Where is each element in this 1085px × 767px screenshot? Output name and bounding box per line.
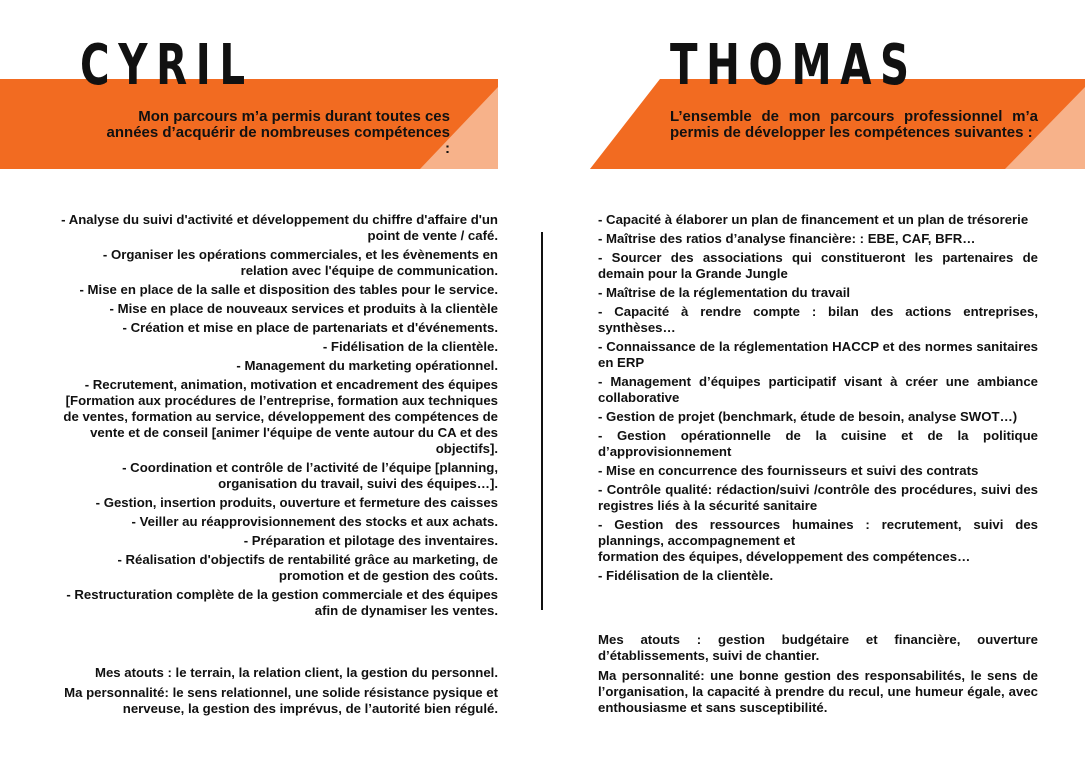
list-item: - Réalisation d'objectifs de rentabilité grâce au marketing, de promotion et de gestion des coûts. bbox=[117, 552, 498, 583]
list-item: - Création et mise en place de partenariats et d'événements. bbox=[122, 320, 498, 335]
list-item: - Organiser les opérations commerciales, et les évènements en relation avec l'équipe de communication. bbox=[102, 247, 498, 278]
list-item: - Sourcer des associations qui constitueront les partenaires de demain pour la Grande Jungle bbox=[598, 250, 1038, 281]
right-notes bbox=[598, 632, 1038, 720]
list-item: - Maîtrise de la réglementation du travail bbox=[598, 285, 851, 300]
list-item: - Capacité à élaborer un plan de financement et un plan de trésorerie bbox=[598, 212, 1029, 227]
list-item: - Coordination et contrôle de l’activité de l’équipe [planning, organisation du travail, suivi des équipes…]. bbox=[122, 460, 498, 491]
right-personnalite: Ma personnalité: une bonne gestion des responsabilités, le sens de l’organisation, la capacité à prendre du recul, une humeur égale, avec enthousiasme et sans susceptibilité. bbox=[598, 668, 1038, 715]
list-item: - Préparation et pilotage des inventaires. bbox=[243, 533, 498, 548]
left-atouts: Mes atouts : le terrain, la relation client, la gestion du personnel. bbox=[94, 665, 498, 680]
right-atouts: Mes atouts : gestion budgétaire et financière, ouverture d’établissements, suivi de chantier. bbox=[598, 632, 1038, 663]
list-item: - Restructuration complète de la gestion commerciale et des équipes afin de dynamiser les ventes. bbox=[66, 587, 498, 618]
list-item: - Analyse du suivi d'activité et développement du chiffre d'affaire d'un point de vente / café. bbox=[61, 212, 498, 243]
list-item: - Fidélisation de la clientèle. bbox=[598, 568, 774, 583]
list-item: - Capacité à rendre compte : bilan des actions entreprises, synthèses… bbox=[598, 304, 1038, 335]
list-item: - Gestion de projet (benchmark, étude de besoin, analyse SWOT…) bbox=[598, 409, 1018, 424]
list-item: - Contrôle qualité: rédaction/suivi /contrôle des procédures, suivi des registres liés à la sécurité sanitaire bbox=[598, 482, 1038, 513]
list-item: - Mise en place de nouveaux services et produits à la clientèle bbox=[109, 301, 498, 316]
left-skills-list bbox=[55, 212, 498, 622]
left-notes bbox=[55, 665, 498, 721]
right-person-name: THOMAS bbox=[670, 33, 918, 98]
list-item: - Veiller au réapprovisionnement des stocks et aux achats. bbox=[131, 514, 498, 529]
column-divider bbox=[541, 232, 543, 610]
left-person-name: CYRIL bbox=[80, 33, 254, 98]
list-item: - Maîtrise des ratios d’analyse financière: : EBE, CAF, BFR… bbox=[598, 231, 976, 246]
list-item: - Mise en concurrence des fournisseurs et suivi des contrats bbox=[598, 463, 979, 478]
list-item: - Mise en place de la salle et disposition des tables pour le service. bbox=[79, 282, 498, 297]
list-item: - Gestion, insertion produits, ouverture et fermeture des caisses bbox=[95, 495, 498, 510]
list-item: - Gestion opérationnelle de la cuisine et de la politique d’approvisionnement bbox=[598, 428, 1038, 459]
list-item: formation des équipes, développement des compétences… bbox=[598, 549, 971, 564]
right-intro-text: L’ensemble de mon parcours professionnel m’a permis de développer les compétences suivantes : bbox=[670, 108, 1038, 141]
list-item: - Gestion des ressources humaines : recrutement, suivi des plannings, accompagnement et bbox=[598, 517, 1038, 548]
right-skills-list bbox=[598, 212, 1038, 587]
list-item: - Management d’équipes participatif visant à créer une ambiance collaborative bbox=[598, 374, 1038, 405]
left-personnalite: Ma personnalité: le sens relationnel, une solide résistance pysique et nerveuse, la gestion des imprévus, de l’autorité bien régulé. bbox=[64, 685, 498, 716]
list-item: - Management du marketing opérationnel. bbox=[236, 358, 498, 373]
left-intro-text: Mon parcours m’a permis durant toutes ces années d’acquérir de nombreuses compétences : bbox=[106, 108, 450, 157]
list-item: - Fidélisation de la clientèle. bbox=[322, 339, 498, 354]
list-item: - Connaissance de la réglementation HACCP et des normes sanitaires en ERP bbox=[598, 339, 1038, 370]
list-item: - Recrutement, animation, motivation et encadrement des équipes [Formation aux procédures de l’entreprise, formation aux techniques de ventes, formation au service, développement des compétences de vente et de conseil [animer l'équipe de vente autour du CA et des objectifs]. bbox=[63, 377, 498, 456]
